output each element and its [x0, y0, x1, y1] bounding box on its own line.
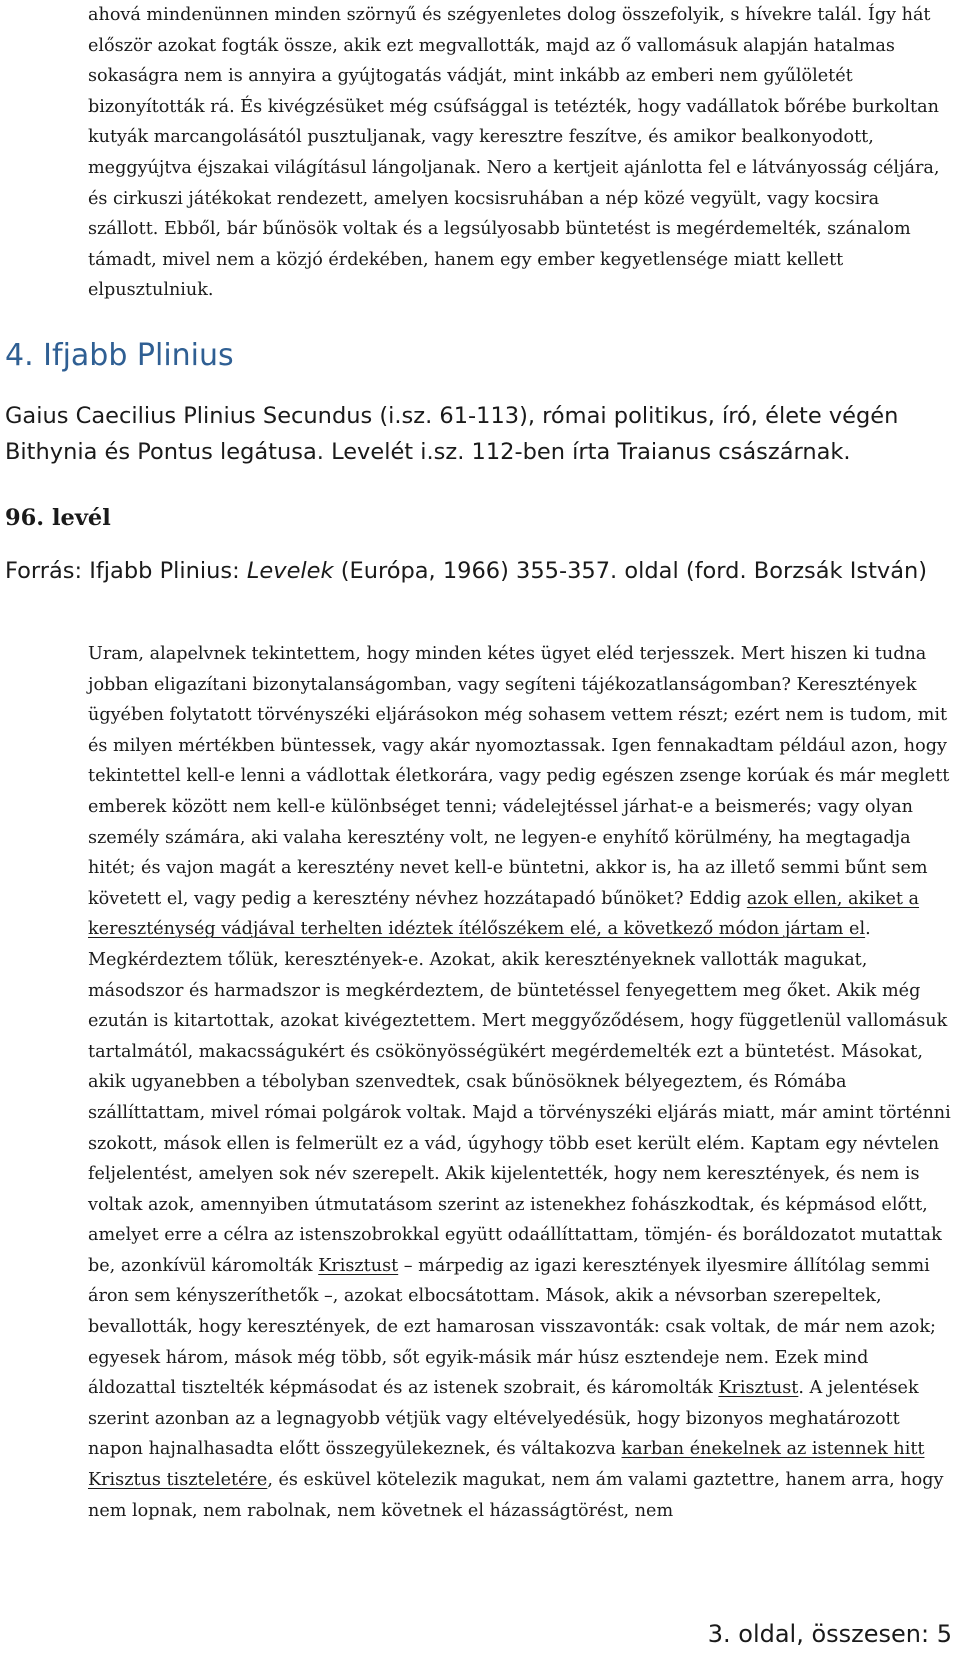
letter-quote-block: [88, 639, 953, 1526]
letter-paragraph: [88, 639, 953, 1526]
section-heading: 4. Ifjabb Plinius: [5, 338, 234, 373]
author-intro: Gaius Caecilius Plinius Secundus (i.sz. 61-113), római politikus, író, élete végén Bithynia és Pontus legátusa. Levelét i.sz. 112-ben írta Traianus császárnak.: [5, 403, 899, 465]
letter-text-1: Uram, alapelvnek tekintettem, hogy minden kétes ügyet eléd terjesszek. Mert hiszen ki tudna jobban eligazítani bizonytalanságomban, vagy segíteni tájékozatlanságomban? Keresztények ügyében folytatott törvényszéki eljárásokon még sohasem vettem részt; ezért nem is tudom, mit és milyen mértékben büntessek, vagy akár nyomoztassak. Igen fennakadtam például azon, hogy tekintettel kell-e lenni a vádlottak életkorára, vagy pedig egészen zsenge korúak és már meglett emberek között nem kell-e különbséget tenni; vádelejtéssel járhat-e a beismerés; vagy olyan személy számára, aki valaha keresztény volt, ne legyen-e enyhítő körülmény, ha megtagadja hitét; és vajon magát a keresztény nevet kell-e büntetni, akkor is, ha az illető semmi bűnt sem követett el, vagy pedig a keresztény névhez hozzátapadó bűnöket? Eddig: [88, 644, 950, 909]
letter-text-2: . Megkérdeztem tőlük, keresztények-e. Azokat, akik keresztényeknek vallották magukat, másodszor és harmadszor is megkérdeztem, de büntetéssel fenyegettem meg őket. Akik még ezután is kitartottak, azokat kivégeztettem. Mert meggyőződésem, hogy függetlenül vallomásuk tartalmától, makacsságukért és csökönyösségükért megérdemelték ezt a büntetést. Másokat, akik ugyanebben a tébolyban szenvedtek, csak bűnösöknek bélyegeztem, és Rómába szállíttattam, mivel római polgárok voltak. Majd a törvényszéki eljárás miatt, már amint történni szokott, mások ellen is felmerült ez a vád, úgyhogy több eset került elém. Kaptam egy névtelen feljelentést, amelyen sok név szerepelt. Akik kijelentették, hogy nem keresztények, és nem is voltak azok, amennyiben útmutatásom szerint az istenekhez fohászkodtak, és képmásod előtt, amelyet erre a célra az istenszobrokkal együtt odaállíttattam, tömjén- és boráldozatot mutattak be, azonkívül káromolták: [88, 919, 951, 1276]
source-suffix: (Európa, 1966) 355-357. oldal (ford. Borzsák István): [333, 558, 928, 584]
source-prefix: Forrás: Ifjabb Plinius:: [5, 558, 247, 584]
page-number: 3. oldal, összesen: 5: [707, 1620, 952, 1648]
letter-text-3: – márpedig az igazi keresztények ilyesmire állítólag semmi áron sem kényszeríthetők –, azokat elbocsátottam. Mások, akik a névsorban szerepeltek, bevallották, hogy keresztények, de ezt hamarosan visszavonták: csak voltak, de már nem azok; egyesek három, mások még több, sőt egyik-másik már húsz esztendeje nem. Ezek mind áldozattal tisztelték képmásodat és az istenek szobrait, és káromolták: [88, 1255, 936, 1399]
underlined-phrase: karban énekelnek az istennek hitt Krisztus tiszteletére: [88, 1439, 925, 1491]
letter-text-4: . A jelentések szerint azonban az a legnagyobb vétjük vagy eltévelyedésük, hogy bizonyos meghatározott napon hajnalhasadta előtt összegyülekeznek, és váltakozva: [88, 1378, 919, 1460]
underlined-phrase: azok ellen, akiket a kereszténység vádjával terhelten idéztek ítélőszékem elé, a következő módon jártam el: [88, 888, 920, 940]
letter-text-5: , és esküvel kötelezik magukat, nem ám valami gaztettre, hanem arra, hogy nem lopnak, nem rabolnak, nem követnek el házasságtörést, nem: [88, 1470, 944, 1521]
source-book-title: Levelek: [246, 558, 334, 584]
underlined-phrase: Krisztust: [718, 1378, 799, 1399]
source-citation: [5, 553, 955, 589]
tacitus-quote-block: [88, 0, 953, 306]
quote-paragraph: ahová mindenünnen minden szörnyű és szégyenletes dolog összefolyik, s hívekre talál. Így hát először azokat fogták össze, akik ezt megvallották, majd az ő vallomásuk alapján hatalmas sokaságra nem is annyira a gyújtogatás vádját, mint inkább az emberi nem gyűlöletét bizonyították rá. És kivégzésüket még csúfsággal is tetézték, hogy vadállatok bőrébe burkoltan kutyák marcangolásától pusztuljanak, vagy keresztre feszítve, és amikor bealkonyodott, meggyújtva éjszakai világításul lángoljanak. Nero a kertjeit ajánlotta fel e látványosság céljára, és cirkuszi játékokat rendezett, amelyen kocsisruhában a nép közé vegyült, vagy kocsira szállott. Ebből, bár bűnösök voltak és a legsúlyosabb büntetést is megérdemelték, szánalom támadt, mivel nem a közjó érdekében, hanem egy ember kegyetlensége miatt kellett elpusztulniuk.: [88, 5, 940, 301]
underlined-phrase: Krisztust: [318, 1255, 399, 1276]
letter-title: 96. levél: [5, 505, 111, 531]
